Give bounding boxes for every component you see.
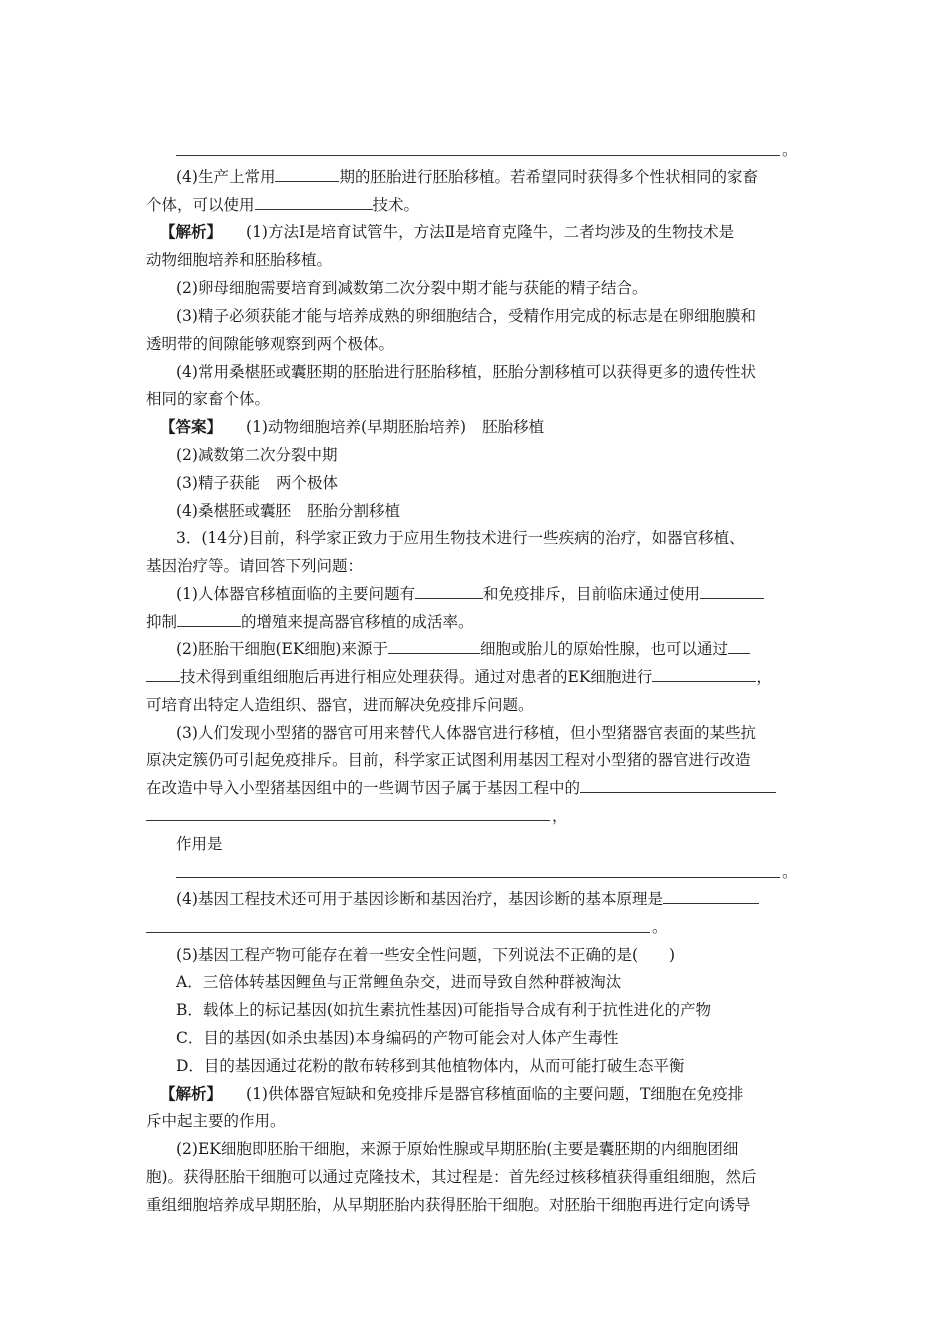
text-segment: (4)生产上常用 [176,168,276,186]
text-segment: 抑制 [146,613,178,631]
text-segment: A．三倍体转基因鲤鱼与正常鲤鱼杂交，进而导致自然种群被淘汰 [176,973,622,991]
analysis-line-3 [0,274,950,302]
answer-line-3 [0,469,950,497]
text-segment: (3)精子获能 [176,474,260,492]
fill-blank[interactable] [388,635,480,654]
analysis-tag: 【解析】 [160,1084,223,1103]
text-segment: (5)基因工程产物可能存在着一些安全性问题，下列说法不正确的是( ) [176,946,676,964]
fill-blank[interactable] [275,163,339,182]
text-segment: 技术。 [372,196,420,214]
fill-blank[interactable] [728,635,750,654]
text-segment: 动物细胞培养和胚胎移植。 [146,251,333,269]
text-segment: (2)胚胎干细胞(EK细胞)来源于 [176,640,388,658]
text-segment: 3．(14分)目前，科学家正致力于应用生物技术进行一些疾病的治疗，如器官移植、 [176,529,745,547]
analysis-line-7 [0,385,950,413]
text-segment: 技术得到重组细胞后再进行相应处理获得。通过对患者的EK细胞进行 [180,668,653,686]
text-segment: (1)供体器官短缺和免疫排斥是器官移植面临的主要问题，T细胞在免疫排 [246,1085,744,1103]
fill-blank[interactable] [146,663,180,682]
text-segment: 作用是 [176,835,223,853]
text-segment: 在改造中导入小型猪基因组中的一些调节因子属于基因工程中的 [146,779,581,797]
text-segment: 斥中起主要的作用。 [146,1112,286,1130]
comma-mark: ， [552,807,568,825]
text-segment: D．目的基因通过花粉的散布转移到其他植物体内，从而可能打破生态平衡 [176,1057,685,1075]
analysis-line-2 [0,1107,950,1135]
period-mark: 。 [782,141,798,159]
question-3-stem [0,524,950,552]
fill-blank[interactable] [177,608,241,627]
analysis-line-5 [0,1191,950,1219]
analysis-line [0,218,950,246]
fill-blank[interactable] [580,774,776,793]
fill-blank[interactable] [415,580,483,599]
period-mark: 。 [782,863,798,881]
text-segment: 个体，可以使用 [146,196,255,214]
text-segment: (2)卵母细胞需要培育到减数第二次分裂中期才能与获能的精子结合。 [176,279,648,297]
text-segment: (2)减数第二次分裂中期 [176,446,338,464]
text-segment: 透明带的间隙能够观察到两个极体。 [146,335,395,353]
text-segment: 两个极体 [275,474,338,492]
analysis-tag: 【解析】 [160,222,223,241]
question-3-4 [0,885,950,913]
fill-blank[interactable] [700,580,764,599]
analysis-line-3 [0,1135,950,1163]
answer-tag: 【答案】 [160,417,223,436]
line-end-punct [0,913,950,941]
text-segment: (4)桑椹胚或囊胚 [176,502,291,520]
text-segment: 胚胎分割移植 [306,502,400,520]
question-4-line [0,163,950,191]
text-segment: (1)动物细胞培养(早期胚胎培养) [246,418,467,436]
analysis-line-5 [0,330,950,358]
answer-line-2 [0,441,950,469]
text-segment: (3)人们发现小型猪的器官可用来替代人体器官进行移植，但小型猪器官表面的某些抗 [176,724,756,742]
question-3-3-line-2 [0,746,950,774]
analysis-line-2 [0,246,950,274]
line-end-punct [0,802,950,830]
text-segment: 细胞或胎儿的原始性腺，也可以通过 [479,640,728,658]
question-3-3-line-3 [0,774,950,802]
text-segment: 胚胎移植 [482,418,545,436]
question-3-1 [0,580,950,608]
question-3-5 [0,941,950,969]
text-segment: 可培育出特定人造组织、器官，进而解决免疫排斥问题。 [146,696,534,714]
text-segment: 基因治疗等。请回答下列问题： [146,557,364,575]
analysis-line-4 [0,302,950,330]
question-3-2 [0,635,950,663]
text-segment: B．载体上的标记基因(如抗生素抗性基因)可能指导合成有利于抗性进化的产物 [176,1001,711,1019]
text-segment: 原决定簇仍可引起免疫排斥。目前，科学家正试图利用基因工程对小型猪的器官进行改造 [146,751,751,769]
analysis-line-4 [0,1163,950,1191]
text-segment: 重组细胞培养成早期胚胎，从早期胚胎内获得胚胎干细胞。对胚胎干细胞再进行定向诱导 [146,1196,751,1214]
fill-blank[interactable] [663,885,759,904]
question-3-2-line-3 [0,691,950,719]
question-3-3-line-5 [0,830,950,858]
question-3-stem-2 [0,552,950,580]
text-segment: 的增殖来提高器官移植的成活率。 [241,613,474,631]
text-segment: 和免疫排斥，目前临床通过使用 [482,585,700,603]
text-segment: (2)EK细胞即胚胎干细胞，来源于原始性腺或早期胚胎(主要是囊胚期的内细胞团细 [176,1140,739,1158]
text-segment: 相同的家畜个体。 [146,390,271,408]
option-c [0,1024,950,1052]
analysis-line-6 [0,358,950,386]
line-end-punct [0,136,950,164]
option-b [0,996,950,1024]
fill-blank[interactable] [255,191,373,210]
text-segment: (1)方法Ⅰ是培育试管牛，方法Ⅱ是培育克隆牛，二者均涉及的生物技术是 [246,223,735,241]
fill-blank[interactable] [652,663,756,682]
option-d [0,1052,950,1080]
question-3-3 [0,719,950,747]
question-4-line-2 [0,191,950,219]
question-3-2-line-2 [0,663,950,691]
option-a [0,968,950,996]
text-segment: (4)常用桑椹胚或囊胚期的胚胎进行胚胎移植，胚胎分割移植可以获得更多的遗传性状 [176,363,756,381]
text-segment: 期的胚胎进行胚胎移植。若希望同时获得多个性状相同的家畜 [339,168,758,186]
answer-line [0,413,950,441]
answer-line-4 [0,497,950,525]
text-segment: ， [756,668,772,686]
text-segment: (3)精子必须获能才能与培养成熟的卵细胞结合，受精作用完成的标志是在卵细胞膜和 [176,307,756,325]
line-end-punct [0,858,950,886]
period-mark: 。 [652,918,668,936]
question-3-1-line-2 [0,608,950,636]
analysis-line [0,1080,950,1108]
text-segment: (4)基因工程技术还可用于基因诊断和基因治疗，基因诊断的基本原理是 [176,890,663,908]
text-segment: (1)人体器官移植面临的主要问题有 [176,585,415,603]
text-segment: 胞)。获得胚胎干细胞可以通过克隆技术，其过程是：首先经过核移植获得重组细胞，然后 [146,1168,757,1186]
text-segment: C．目的基因(如杀虫基因)本身编码的产物可能会对人体产生毒性 [176,1029,619,1047]
